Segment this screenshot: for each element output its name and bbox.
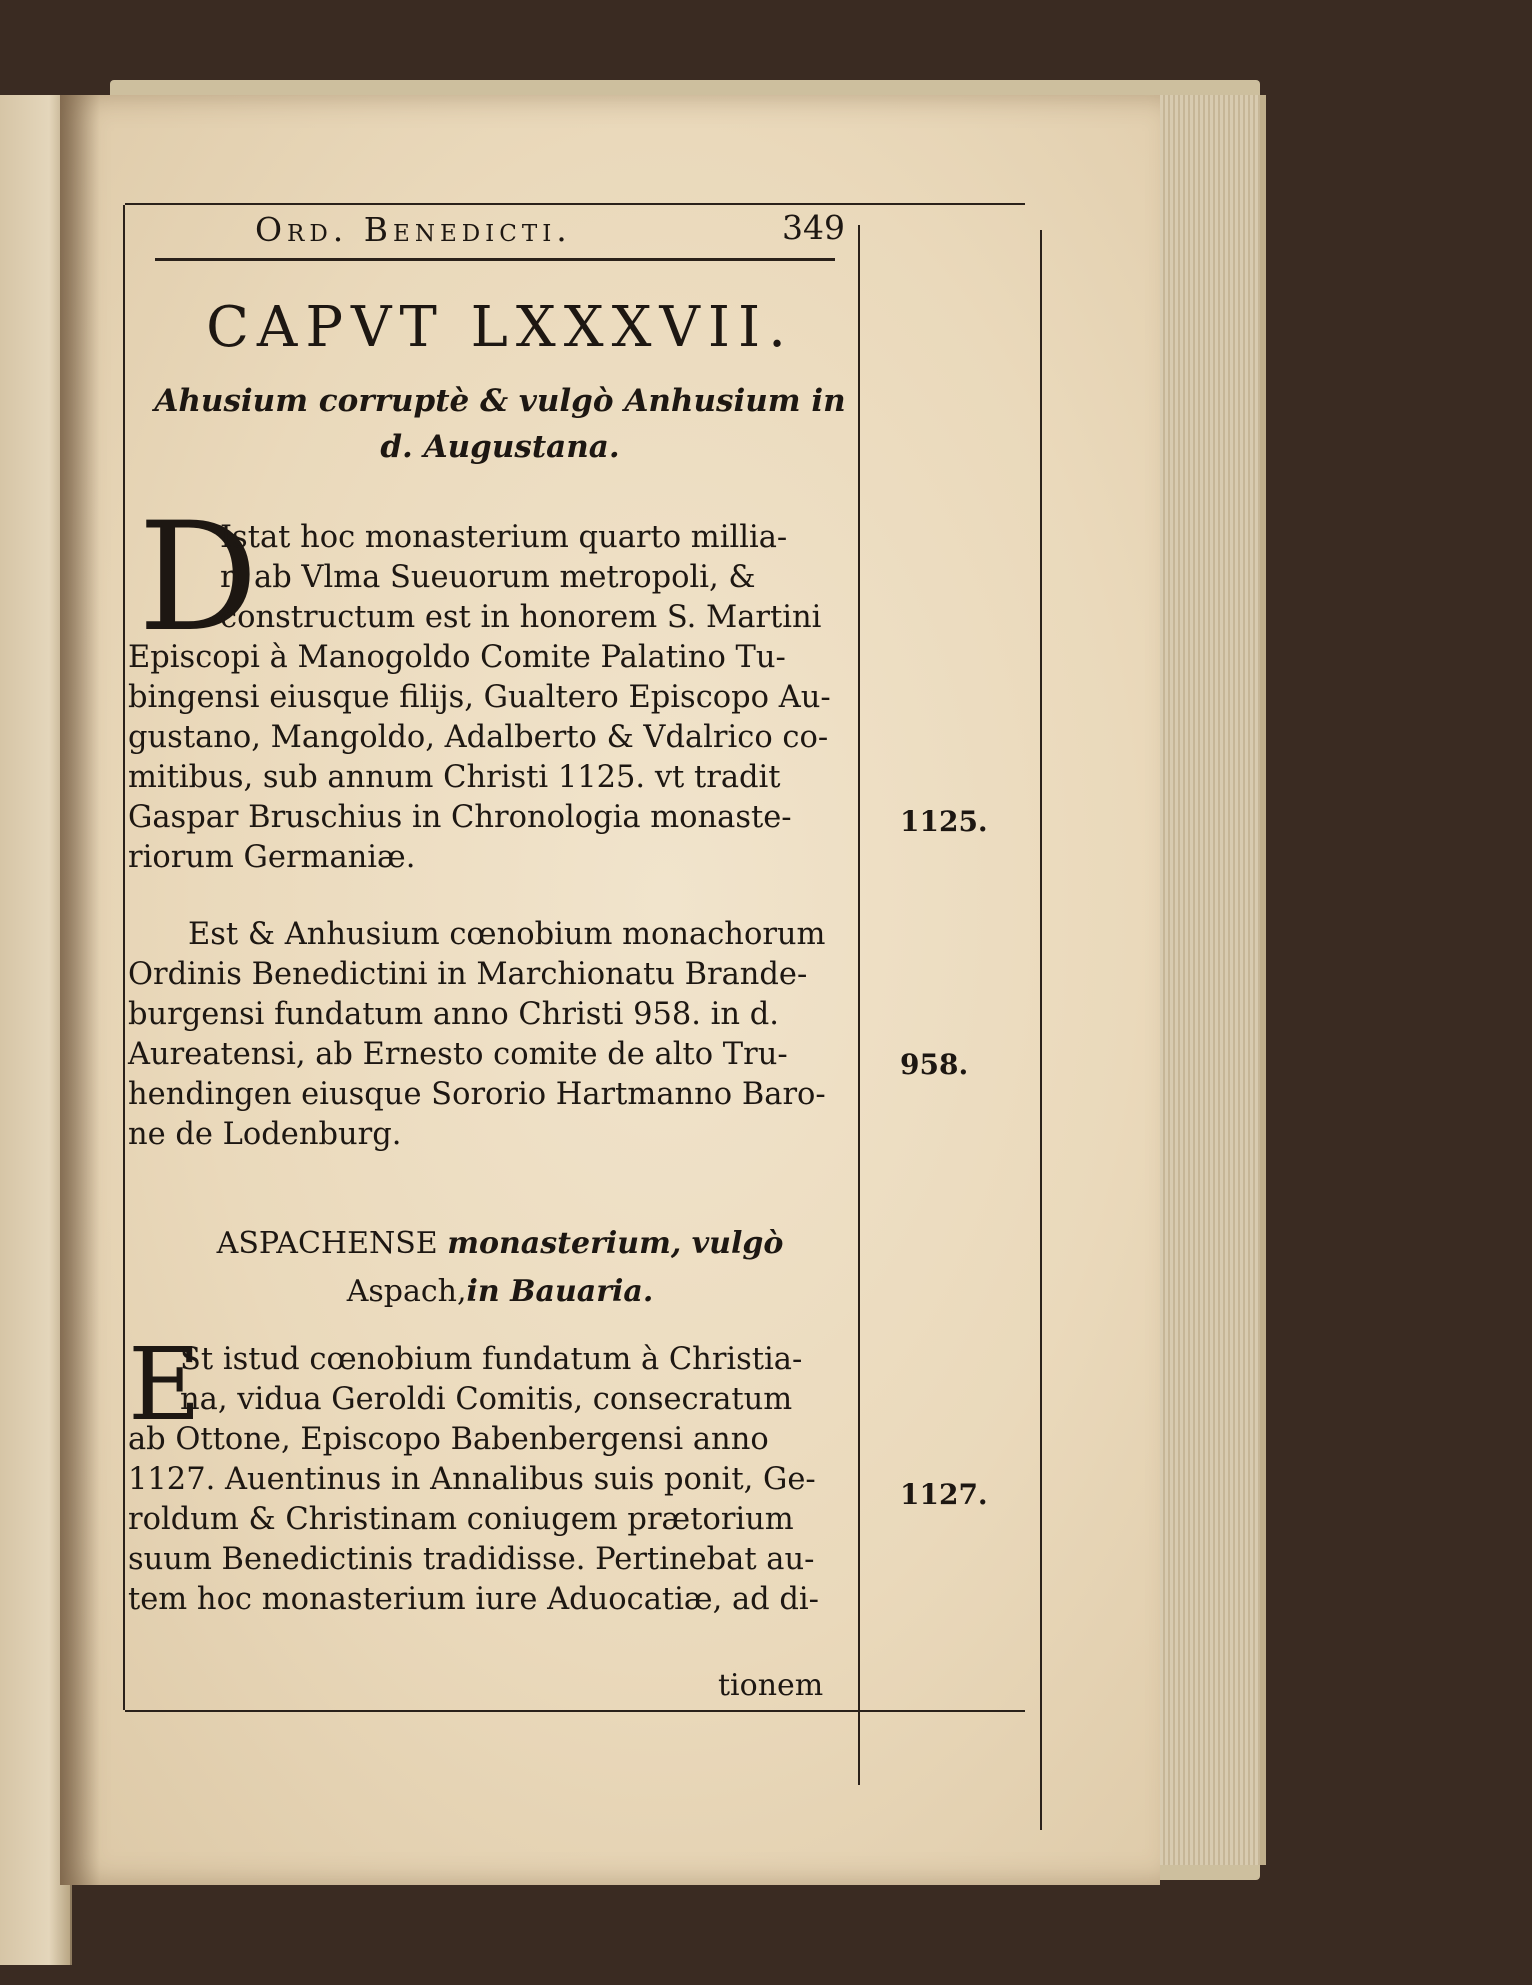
heading-line bbox=[150, 1268, 850, 1316]
text-line: Est & Anhusium cœnobium monachorum bbox=[188, 917, 826, 952]
text-line: constructum est in honorem S. Martini bbox=[220, 600, 822, 635]
margin-rule bbox=[1040, 230, 1042, 1830]
page-stack-edge bbox=[1150, 95, 1266, 1865]
text-line: hendingen eiusque Sororio Hartmanno Baro- bbox=[128, 1077, 826, 1112]
text-line: St istud cœnobium fundatum à Christia- bbox=[180, 1342, 803, 1377]
catchword: tionem bbox=[718, 1668, 824, 1703]
drop-cap: E bbox=[128, 1326, 201, 1443]
text-line: Istat hoc monasterium quarto millia- bbox=[220, 520, 788, 555]
text-line: ab Ottone, Episcopo Babenbergensi anno bbox=[128, 1422, 769, 1457]
text-line: burgensi fundatum anno Christi 958. in d. bbox=[128, 997, 779, 1032]
frame-rule-left bbox=[123, 205, 125, 1710]
subtitle-line: d. Augustana. bbox=[380, 429, 620, 465]
heading-name: Aspach, bbox=[346, 1274, 467, 1309]
frame-rule-top bbox=[125, 203, 1025, 205]
text-line: tem hoc monasterium iure Aduocatiæ, ad di- bbox=[128, 1582, 819, 1617]
heading-italic: monasterium, vulgò bbox=[447, 1226, 784, 1261]
text-line: bingensi eiusque filijs, Gualtero Episcopo Au- bbox=[128, 680, 831, 715]
paragraph-anhusium bbox=[128, 915, 826, 1155]
drop-cap: D bbox=[138, 491, 259, 665]
header-rule bbox=[155, 258, 835, 261]
text-line: ne de Lodenburg. bbox=[128, 1117, 402, 1152]
text-line: Ordinis Benedictini in Marchionatu Brande- bbox=[128, 957, 808, 992]
running-header: Ord. Benedicti. bbox=[255, 210, 572, 249]
paragraph-ahusium bbox=[128, 518, 831, 878]
text-line: gustano, Mangoldo, Adalberto & Vdalrico co- bbox=[128, 720, 829, 755]
text-line: ri ab Vlma Sueuorum metropoli, & bbox=[220, 560, 756, 595]
subtitle-line: Ahusium corruptè & vulgò Anhusium in bbox=[154, 383, 846, 419]
heading-line bbox=[150, 1220, 850, 1268]
margin-note-year: 958. bbox=[900, 1048, 969, 1081]
margin-note-year: 1127. bbox=[900, 1478, 988, 1511]
gutter-shadow bbox=[60, 95, 100, 1885]
text-line: mitibus, sub annum Christi 1125. vt tradit bbox=[128, 760, 781, 795]
text-line: na, vidua Geroldi Comitis, consecratum bbox=[180, 1382, 793, 1417]
chapter-title: CAPVT LXXXVII. bbox=[206, 295, 794, 360]
text-line: Gaspar Bruschius in Chronologia monaste- bbox=[128, 800, 792, 835]
frame-rule-right bbox=[858, 225, 860, 1785]
heading-name: ASPACHENSE bbox=[216, 1226, 438, 1261]
chapter-subtitle bbox=[150, 378, 850, 470]
text-line: suum Benedictinis tradidisse. Pertinebat au- bbox=[128, 1542, 815, 1577]
text-line: roldum & Christinam coniugem prætorium bbox=[128, 1502, 794, 1537]
section-heading-aspachense bbox=[150, 1220, 850, 1316]
frame-rule-bottom bbox=[125, 1710, 1025, 1712]
margin-note-year: 1125. bbox=[900, 805, 988, 838]
text-line: riorum Germaniæ. bbox=[128, 840, 416, 875]
text-line: Aureatensi, ab Ernesto comite de alto Tru- bbox=[128, 1037, 788, 1072]
text-line: Episcopi à Manogoldo Comite Palatino Tu- bbox=[128, 640, 786, 675]
text-line: 1127. Auentinus in Annalibus suis ponit, Ge- bbox=[128, 1462, 816, 1497]
page-number: 349 bbox=[782, 208, 845, 247]
heading-italic: in Bauaria. bbox=[466, 1274, 654, 1309]
paragraph-aspach bbox=[128, 1340, 819, 1620]
